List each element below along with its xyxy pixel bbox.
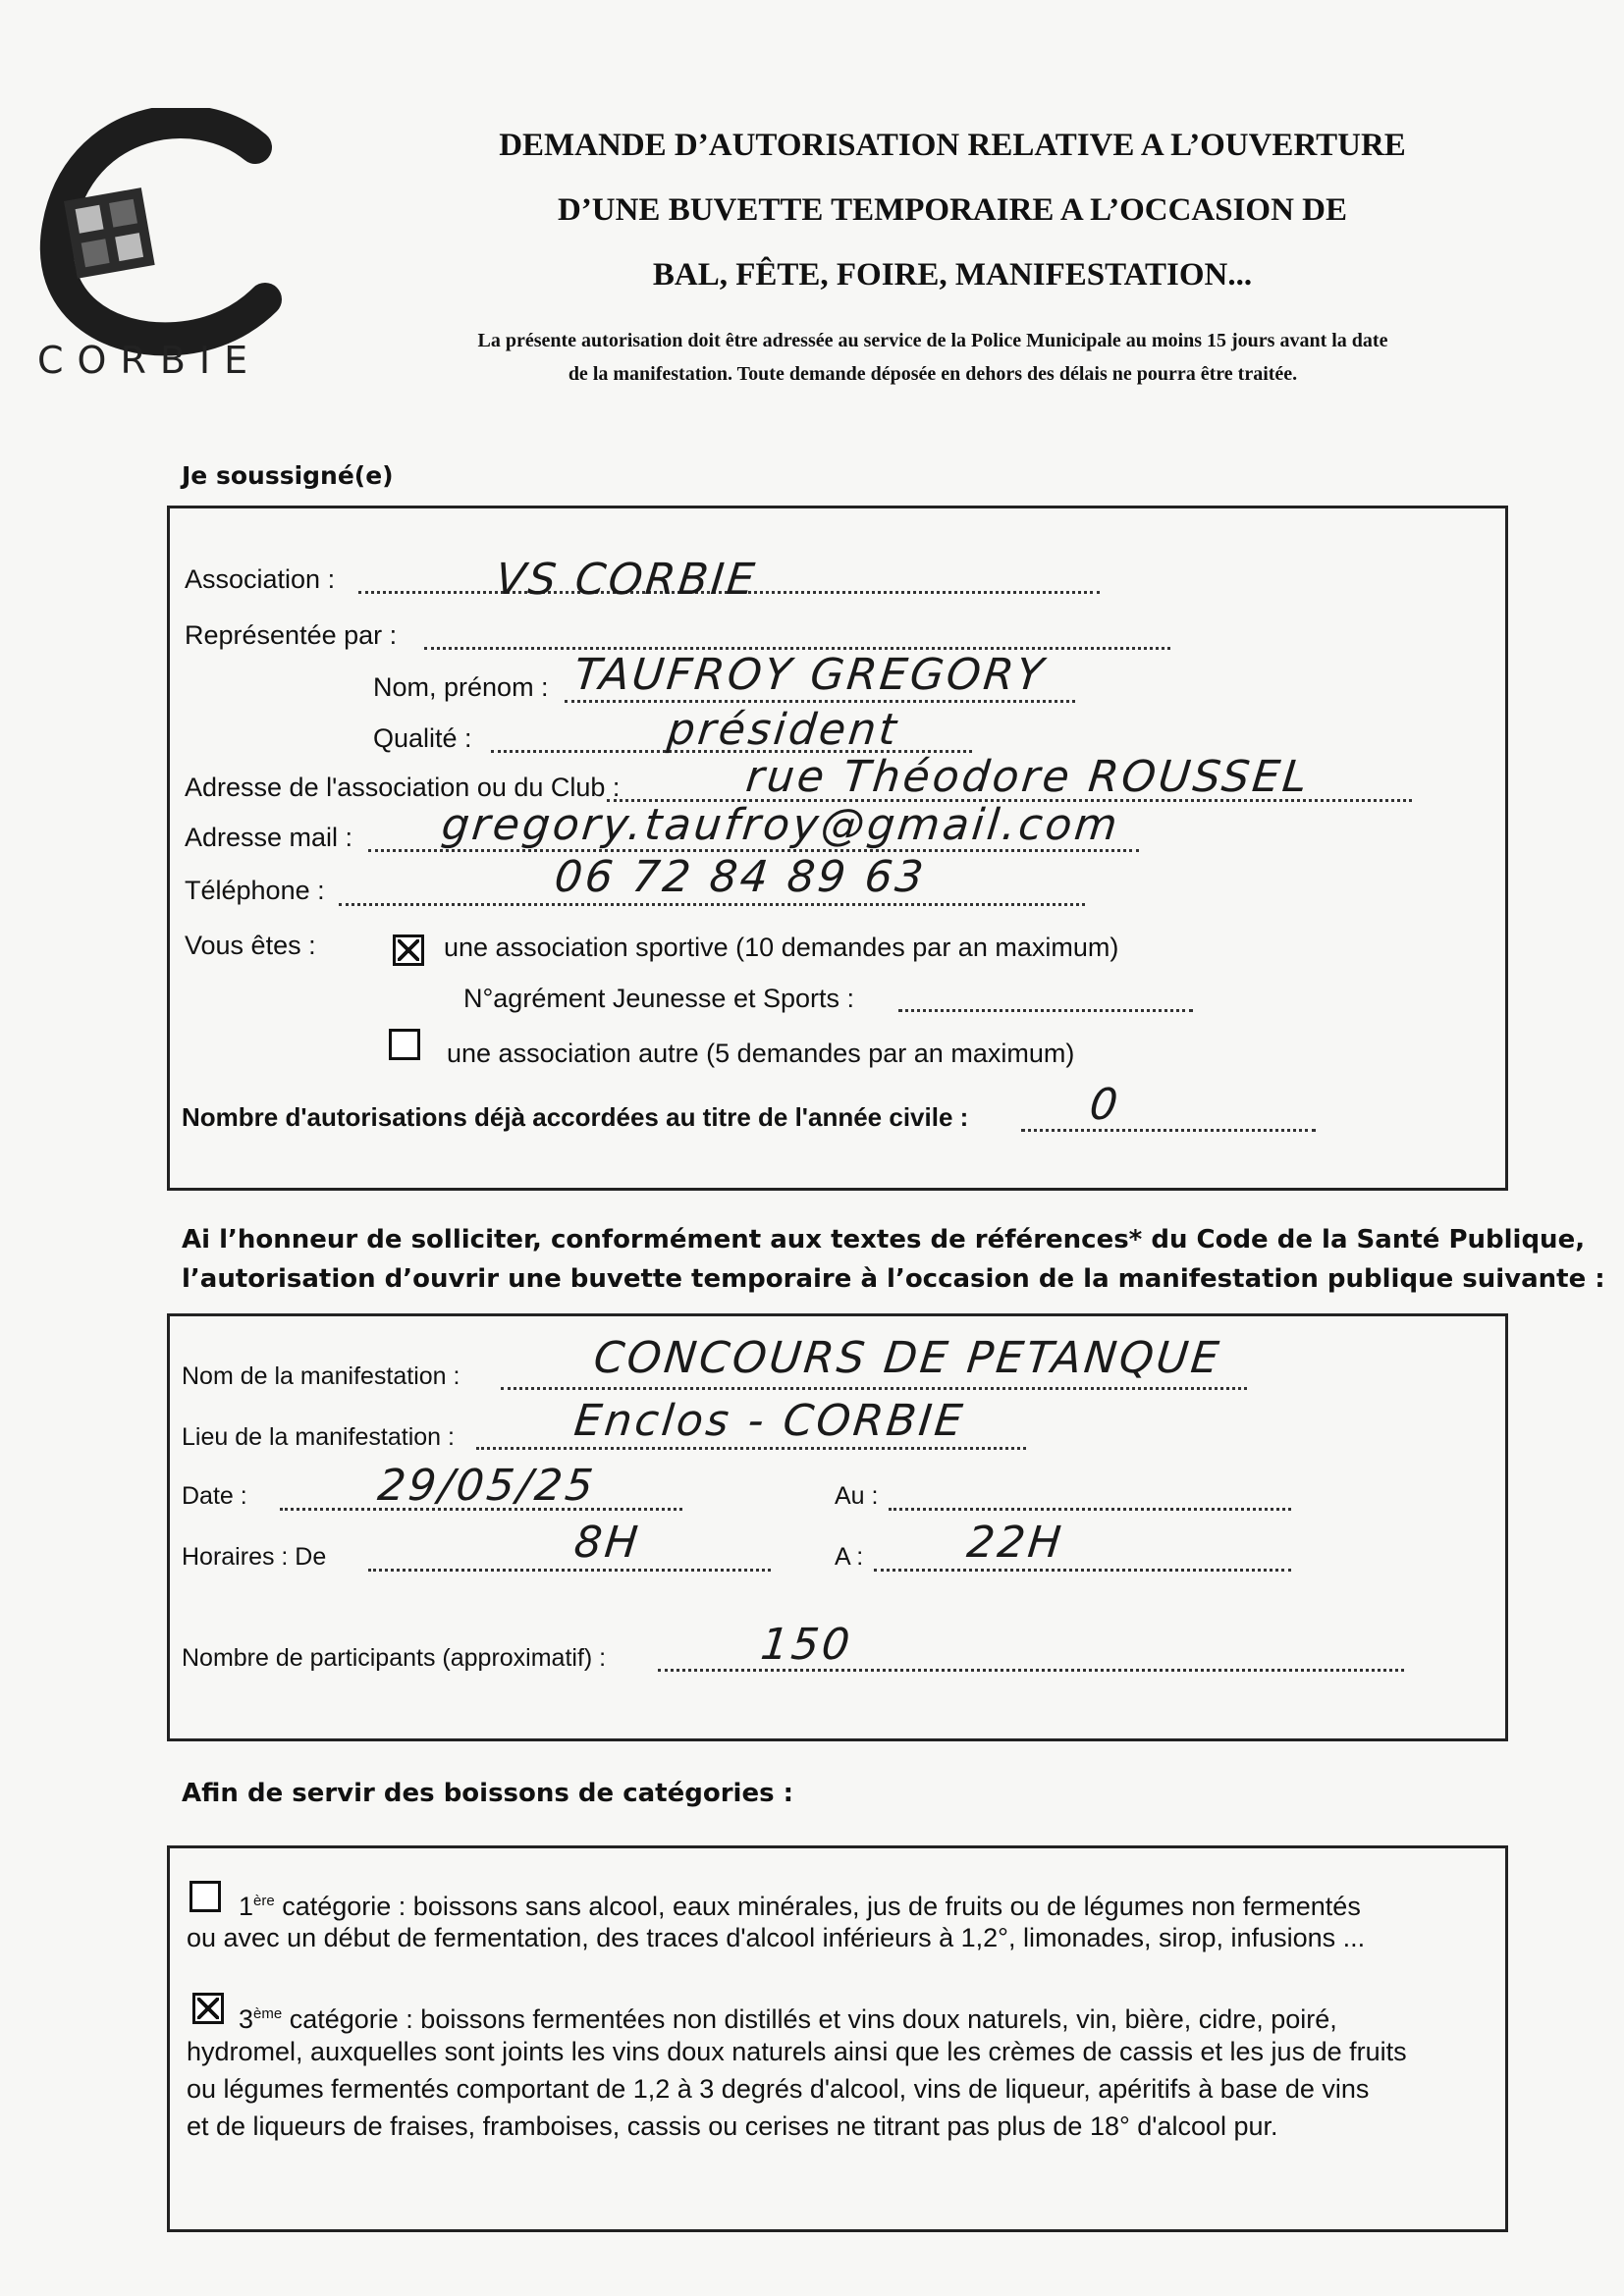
logo-word: CORBIE	[37, 339, 262, 382]
request-intro-line-1: Ai l’honneur de solliciter, conformément aux textes de références* du Code de la Santé Publique,	[182, 1225, 1586, 1255]
event-name-label: Nom de la manifestation :	[182, 1362, 460, 1390]
sport-association-checkbox[interactable]	[393, 934, 424, 966]
hours-to-line	[874, 1569, 1291, 1572]
category-3-text: catégorie : boissons fermentées non distillés et vins doux naturels, vin, bière, cidre, poiré,	[282, 2004, 1337, 2034]
event-name-field[interactable]: CONCOURS DE PETANQUE	[591, 1333, 1224, 1383]
phone-field[interactable]: 06 72 84 89 63	[552, 852, 929, 902]
event-name-line	[501, 1387, 1247, 1390]
category-3-line-3: ou légumes fermentés comportant de 1,2 à 3 degrés d'alcool, vins de liqueur, apéritifs à base de vins	[187, 2074, 1370, 2104]
category-3-line-1	[239, 1996, 1337, 2038]
date-label: Date :	[182, 1482, 247, 1510]
category-1-text: catégorie : boissons sans alcool, eaux minérales, jus de fruits ou de légumes non fermentés	[274, 1892, 1361, 1921]
title-line-2: D’UNE BUVETTE TEMPORAIRE A L’OCCASION DE	[557, 192, 1348, 228]
category-1-checkbox[interactable]	[189, 1881, 221, 1912]
quality-field[interactable]: président	[665, 705, 902, 755]
category-3-line-4: et de liqueurs de fraises, framboises, cassis ou cerises ne titrant pas plus de 18° d'alcool pur.	[187, 2111, 1278, 2141]
location-field[interactable]: Enclos - CORBIE	[571, 1396, 968, 1446]
association-label: Association :	[185, 564, 336, 594]
category-1-number: 1	[239, 1892, 254, 1921]
category-3-checkbox[interactable]	[192, 1993, 224, 2024]
drinks-section-label: Afin de servir des boissons de catégories :	[182, 1779, 794, 1808]
hours-to-field[interactable]: 22H	[964, 1518, 1066, 1568]
title-line-3: BAL, FÊTE, FOIRE, MANIFESTATION...	[652, 257, 1253, 293]
name-label: Nom, prénom :	[373, 672, 549, 702]
address-label: Adresse de l'association ou du Club :	[185, 773, 621, 802]
hours-from-line	[368, 1569, 771, 1572]
other-association-checkbox[interactable]	[389, 1029, 420, 1060]
count-line	[1021, 1129, 1316, 1132]
category-3-line-2: hydromel, auxquelles sont joints les vins doux naturels ainsi que les crèmes de cassis et les jus de fruits	[187, 2037, 1407, 2066]
category-3-suffix: ème	[253, 2005, 283, 2022]
request-intro-line-2: l’autorisation d’ouvrir une buvette temporaire à l’occasion de la manifestation publique suivante :	[182, 1264, 1605, 1294]
agrement-field[interactable]	[898, 1009, 1193, 1012]
count-label: Nombre d'autorisations déjà accordées au titre de l'année civile :	[182, 1102, 969, 1132]
email-label: Adresse mail :	[185, 823, 353, 852]
hours-from-field[interactable]: 8H	[571, 1518, 643, 1568]
name-field[interactable]: TAUFROY GREGORY	[571, 650, 1049, 700]
hours-to-label: A :	[835, 1543, 864, 1571]
location-label: Lieu de la manifestation :	[182, 1423, 455, 1451]
au-field[interactable]	[889, 1508, 1291, 1511]
association-field[interactable]: VS CORBIE	[493, 555, 760, 605]
date-field[interactable]: 29/05/25	[375, 1461, 599, 1511]
phone-label: Téléphone :	[185, 876, 325, 905]
email-field[interactable]: gregory.taufroy@gmail.com	[439, 800, 1123, 850]
name-line	[565, 700, 1075, 703]
agrement-label: N°agrément Jeunesse et Sports :	[463, 984, 854, 1013]
sport-association-option: une association sportive (10 demandes par an maximum)	[444, 933, 1119, 962]
represented-label: Représentée par :	[185, 620, 398, 650]
category-1-line-2: ou avec un début de fermentation, des traces d'alcool inférieurs à 1,2°, limonades, sirop, infusions ...	[187, 1923, 1366, 1952]
type-label: Vous êtes :	[185, 931, 316, 960]
address-field[interactable]: rue Théodore ROUSSEL	[743, 752, 1313, 802]
category-3-number: 3	[239, 2004, 254, 2034]
intro-line-2: de la manifestation. Toute demande déposée en dehors des délais ne pourra être traitée.	[568, 363, 1298, 385]
quality-label: Qualité :	[373, 723, 472, 753]
other-association-option: une association autre (5 demandes par an maximum)	[447, 1039, 1075, 1068]
applicant-section-label: Je soussigné(e)	[182, 461, 394, 490]
phone-line	[339, 903, 1085, 906]
hours-label: Horaires : De	[182, 1543, 327, 1571]
count-field[interactable]: 0	[1087, 1080, 1123, 1130]
intro-line-1: La présente autorisation doit être adressée au service de la Police Municipale au moins 15 jours avant la date	[477, 330, 1388, 351]
title-line-1: DEMANDE D’AUTORISATION RELATIVE A L’OUVERTURE	[499, 128, 1406, 163]
participants-field[interactable]: 150	[758, 1620, 855, 1670]
location-line	[476, 1447, 1026, 1450]
category-1-suffix: ère	[253, 1893, 275, 1909]
au-label: Au :	[835, 1482, 879, 1510]
participants-label: Nombre de participants (approximatif) :	[182, 1644, 607, 1672]
